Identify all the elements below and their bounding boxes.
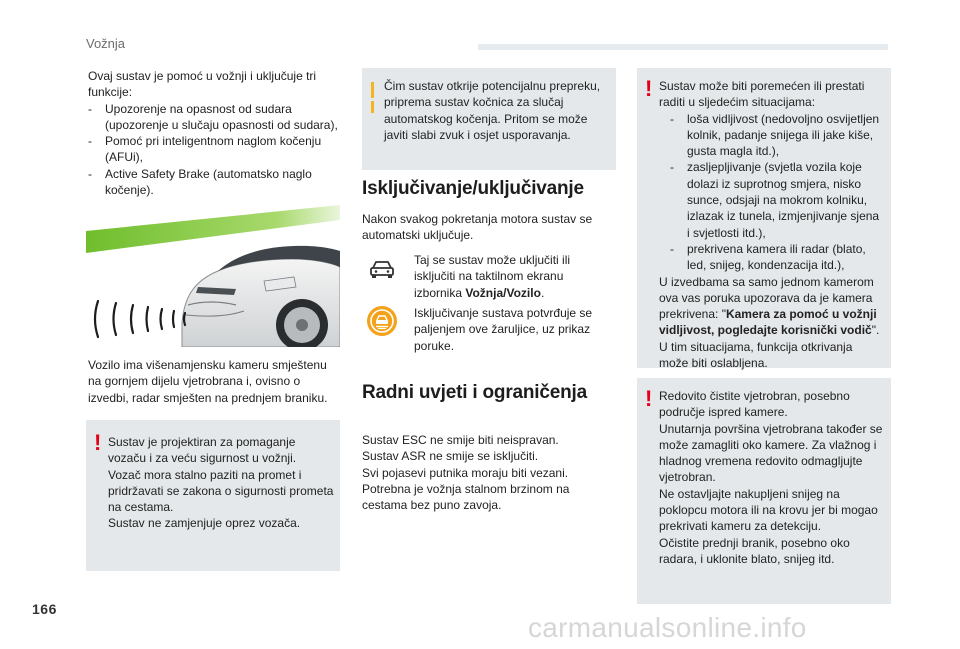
section-title: Vožnja [86, 36, 126, 51]
condition-line: Potrebna je vožnja stalnom brzinom na cestama bez puno zavoja. [362, 481, 570, 513]
intro-lead: Ovaj sustav je pomoć u vožnji i uključuje tri funkcije: [88, 69, 317, 100]
warning-line: Očistite prednji branik, posebno oko radara, i uklonite blato, snijeg itd. [659, 535, 850, 566]
warning-box [637, 378, 891, 604]
condition-line: Sustav ESC ne smije biti neispravan. [362, 433, 559, 447]
warning-line: Sustav ne zamjenjuje oprez vozača. [108, 516, 301, 531]
list-item: - Active Safety Brake (automatsko naglo kočenje). [88, 166, 312, 198]
warning-tail: U izvedbama sa samo jednom kamerom ova vas poruka upozorava da je kamera prekrivena: "Kamera za pomoć u vožnji vidljivost, pogledajte korisnički vodič". [659, 274, 880, 338]
list-item: - zasljepljivanje (svjetla vozila koje dolazi iz suprotnog smjera, nisko sunce, odsjaji na mokrom kolniku, izlazak iz tunela, izmjenjivanje sjena i svjetlosti itd.), [670, 160, 880, 240]
exclamation-icon: ! [645, 386, 653, 411]
lamp-instruction-text: Isključivanje sustava potvrđuje se paljenjem ove žaruljice, uz prikaz poruke. [414, 306, 593, 353]
list-item: - loša vidljivost (nedovoljno osvijetljen kolnik, padanje snijega ili jake kiše, gusta magla itd.), [670, 111, 880, 159]
section-heading: Radni uvjeti i ograničenja [362, 382, 587, 403]
header-bar [478, 44, 888, 50]
car-camera-illustration [86, 205, 340, 347]
exclamation-icon: ! [645, 76, 653, 101]
menu-instruction-text: Taj se sustav može uključiti ili isključiti na taktilnom ekranu izbornika Vožnja/Vozilo. [414, 253, 571, 300]
conditions-block [362, 432, 612, 513]
page-number: 166 [32, 601, 57, 617]
warning-lead: Sustav može biti poremećen ili prestati raditi u sljedećim situacijama: [659, 79, 865, 110]
camera-caption: Vozilo ima višenamjensku kameru smještenu na gornjem dijelu vjetrobrana i, ovisno o izvedbi, radar smješten na prednjem braniku. [88, 358, 328, 405]
exclamation-icon: ! [94, 430, 102, 455]
warning-line: Unutarnja površina vjetrobrana također se može zamagliti oko kamere. Za vlažnog i hladnog vremena redovito odmagljujte vjetrobran. [659, 421, 883, 485]
list-item: - Pomoć pri inteligentnom naglom kočenju (AFUi), [88, 134, 322, 165]
condition-line: Svi pojasevi putnika moraju biti vezani. [362, 465, 569, 480]
list-item: - prekrivena kamera ili radar (blato, led, snijeg, kondenzacija itd.), [670, 241, 866, 273]
info-bar-icon [371, 82, 374, 98]
warning-line: Redovito čistite vjetrobran, posebno područje ispred kamere. [659, 389, 850, 420]
warning-tail2: U tim situacijama, funkcija otkrivanja može biti oslabljena. [659, 339, 853, 371]
warning-line: Vozač mora stalno paziti na promet i pridržavati se zakona o sigurnosti prometa na cestama. [108, 467, 334, 515]
intro-block [88, 68, 338, 198]
info-bar-icon [371, 101, 374, 113]
list-item: - Upozorenje na opasnost od sudara (upozorenje u slučaju opasnosti od sudara), [88, 101, 338, 132]
warning-box [86, 420, 340, 571]
info-box [362, 68, 616, 170]
car-with-beam-icon [86, 205, 340, 347]
warning-line: Sustav je projektiran za pomaganje vozaču i za veću sigurnost u vožnji. [108, 435, 297, 466]
warning-line: Ne ostavljajte nakupljeni snijeg na poklopcu motora ili na krovu jer bi mogao prekrivati kameru za detekciju. [659, 486, 878, 534]
section-text: Nakon svakog pokretanja motora sustav se automatski uključuje. [362, 212, 593, 243]
section-heading: Isključivanje/uključivanje [362, 178, 584, 199]
car-icon [366, 252, 398, 284]
condition-line: Sustav ASR ne smije se isključiti. [362, 449, 539, 464]
info-text: Čim sustav otkrije potencijalnu prepreku, priprema sustav kočnica za slučaj automatskog kočenja. Pritom se može javiti slabi zvuk i osjet usporavanja. [384, 79, 601, 142]
collision-warning-lamp-icon [366, 305, 398, 337]
warning-box [637, 68, 891, 371]
watermark: carmanualsonline.info [528, 612, 807, 643]
